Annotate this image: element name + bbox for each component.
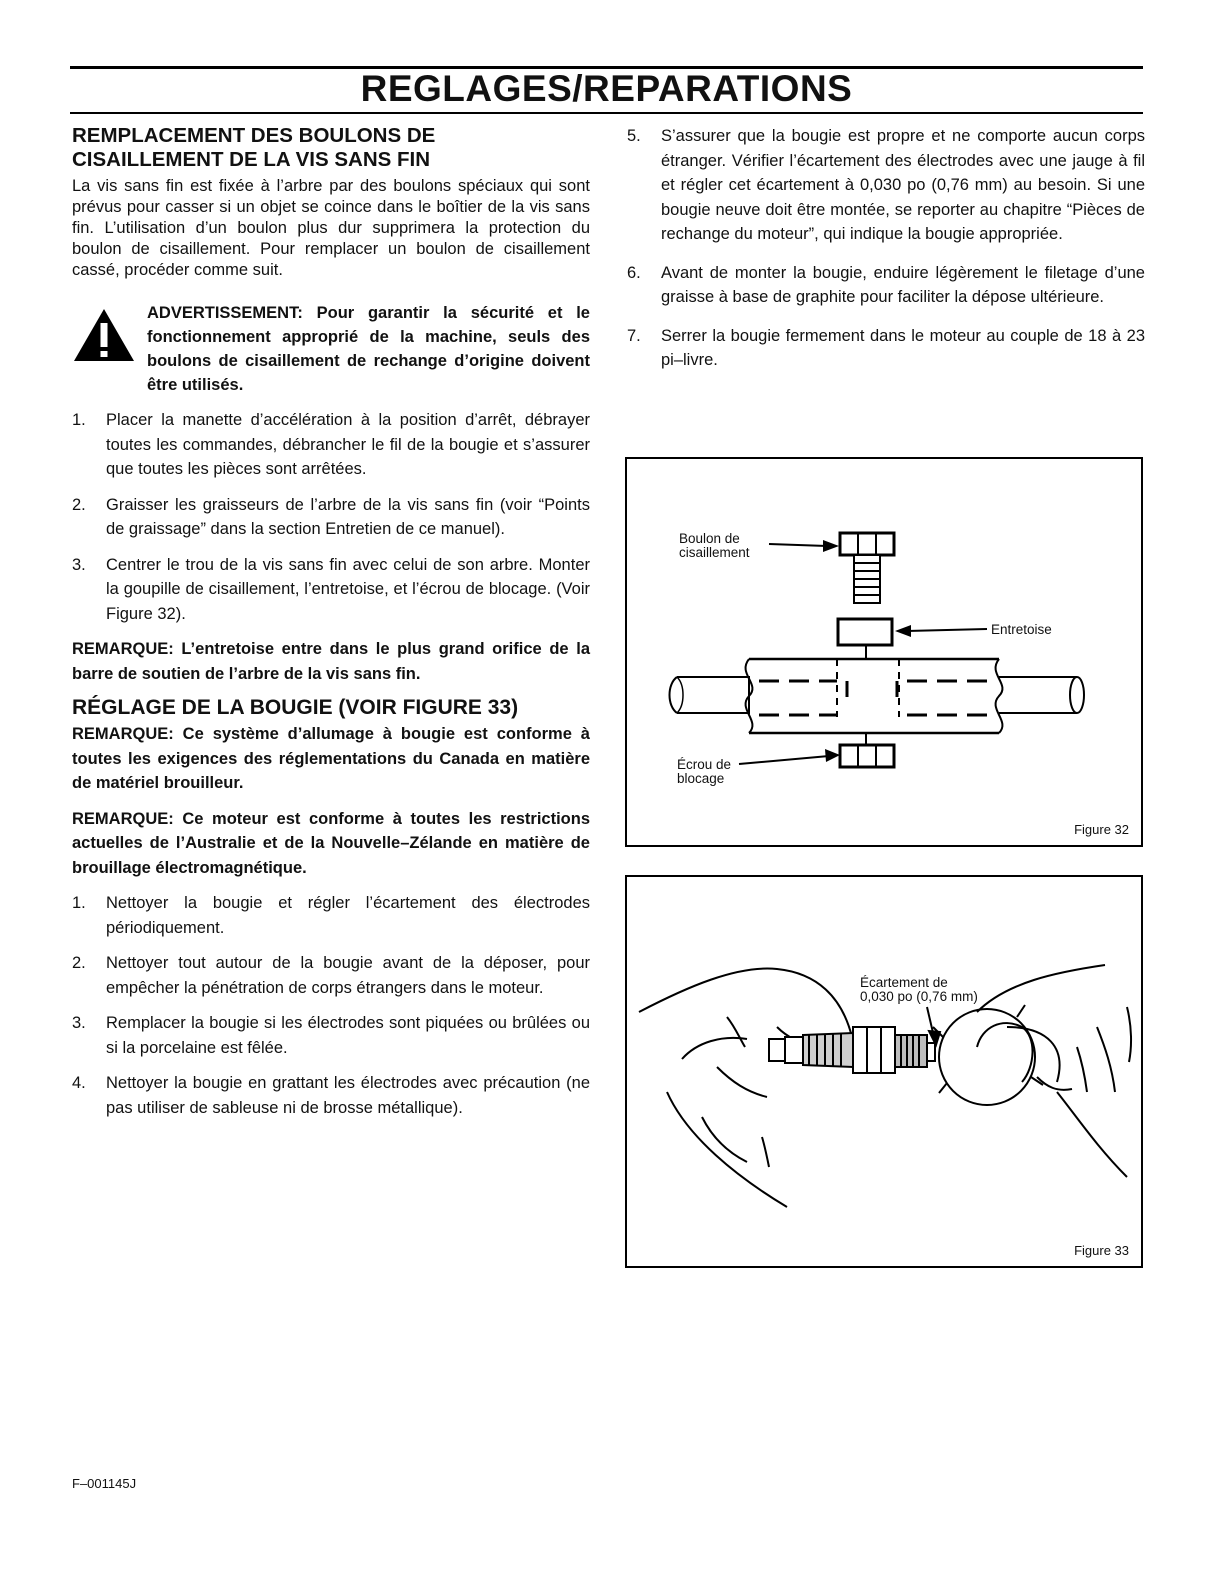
figure-33 [625,875,1143,1268]
label-nut [677,758,731,786]
label-gap [860,976,978,1004]
step-number: 2. [72,954,86,972]
step-text: Nettoyer la bougie en grattant les électrodes avec précaution (ne pas utiliser de sableuse ni de brosse métallique). [106,1074,590,1117]
figure-33-caption: Figure 33 [1074,1243,1129,1258]
title-underline [70,112,1143,114]
section1-heading-line1: REMPLACEMENT DES BOULONS DE [72,124,436,147]
step-number: 6. [627,263,641,282]
section2-heading: RÉGLAGE DE LA BOUGIE (VOIR FIGURE 33) [72,696,519,719]
step-number: 3. [72,1014,86,1032]
label-bolt-line2: cisaillement [679,545,750,560]
step-number: 5. [627,127,641,145]
section1-steps [72,408,590,626]
section2-steps-right [627,124,1145,373]
section1-heading [72,124,590,172]
list-item [72,553,590,627]
list-item [627,124,1145,247]
step-number: 1. [72,411,86,429]
section2-remarque-1: REMARQUE: Ce système d’allumage à bougie est conforme à toutes les exigences des réglementations du Canada en matière de matériel brouilleur. [72,725,590,792]
step-text: Centrer le trou de la vis sans fin avec celui de son arbre. Monter la goupille de cisaillement, l’entretoise, et l’écrou de blocage. (Voir Figure 32). [106,555,590,623]
label-gap-line2: 0,030 po (0,76 mm) [860,989,978,1004]
figure-32-caption: Figure 32 [1074,822,1129,837]
list-item [72,493,590,542]
document-code: F–001145J [72,1476,137,1491]
section1-intro: La vis sans fin est fixée à l’arbre par des boulons spéciaux qui sont prévus pour casser si un objet se coince dans le boîtier de la vis sans fin. L’utilisation d’un boulon plus dur supprimera la protection du boulon de cisaillement. Pour remplacer un boulon de cisaillement cassé, procéder comme suit. [72,177,590,279]
step-text: S’assurer que la bougie est propre et ne comporte aucun corps étranger. Vérifier l’écartement des électrodes avec une jauge à fil et régler cet écartement à 0,030 po (0,76 mm) au besoin. Si une bougie neuve doit être montée, se reporter au chapitre “Pièces de rechange du moteur”, qui indique la bougie appropriée. [661,127,1145,243]
section1-heading-line2: CISAILLEMENT DE LA VIS SANS FIN [72,148,431,171]
figure-32 [625,457,1143,847]
step-number: 3. [72,555,86,574]
label-spacer: Entretoise [991,622,1052,637]
step-text: Nettoyer la bougie et régler l’écartement des électrodes périodiquement. [106,894,590,937]
step-number: 2. [72,495,86,514]
section2-remarque-2: REMARQUE: Ce moteur est conforme à toutes les restrictions actuelles de l’Australie et de la Nouvelle–Zélande en matière de brouillage électromagnétique. [72,809,590,877]
warning-block [72,301,590,397]
label-bolt-line1: Boulon de [679,531,740,546]
step-text: Graisser les graisseurs de l’arbre de la vis sans fin (voir “Points de graissage” dans la section Entretien de ce manuel). [106,495,590,538]
step-number: 1. [72,894,86,912]
step-text: Nettoyer tout autour de la bougie avant de la déposer, pour empêcher la pénétration de corps étrangers dans le moteur. [106,954,590,997]
page-title: REGLAGES/REPARATIONS [360,68,853,109]
list-item [72,951,590,1000]
label-bolt [679,532,750,560]
warning-triangle-icon [72,307,136,363]
step-number: 7. [627,326,641,345]
section1-remarque: REMARQUE: L’entretoise entre dans le plus grand orifice de la barre de soutien de l’arbre de la vis sans fin. [72,640,590,683]
section2-steps-left [72,891,590,1120]
step-number: 4. [72,1074,86,1092]
list-item [627,261,1145,310]
left-column [72,124,590,1120]
label-gap-line1: Écartement de [860,975,948,990]
label-nut-line2: blocage [677,771,725,786]
label-nut-line1: Écrou de [677,757,732,772]
step-text: Remplacer la bougie si les électrodes sont piquées ou brûlées ou si la porcelaine est fêlée. [106,1014,590,1057]
shear-bolt-diagram [627,459,1141,845]
spark-plug-gap-illustration [627,877,1141,1266]
step-text: Placer la manette d’accélération à la position d’arrêt, débrayer toutes les commandes, débrancher le fil de la bougie et s’assurer que toutes les pièces sont arrêtées. [106,411,590,478]
list-item [72,1011,590,1060]
step-text: Serrer la bougie fermement dans le moteur au couple de 18 à 23 pi–livre. [661,326,1145,369]
list-item [72,1071,590,1120]
step-text: Avant de monter la bougie, enduire légèrement le filetage d’une graisse à base de graphite pour faciliter la dépose ultérieure. [661,263,1145,306]
right-column [627,124,1145,373]
list-item [627,324,1145,373]
warning-text: ADVERTISSEMENT: Pour garantir la sécurité et le fonctionnement approprié de la machine, seuls des boulons de cisaillement de rechange d’origine doivent être utilisés. [147,304,590,394]
list-item [72,408,590,482]
list-item [72,891,590,940]
